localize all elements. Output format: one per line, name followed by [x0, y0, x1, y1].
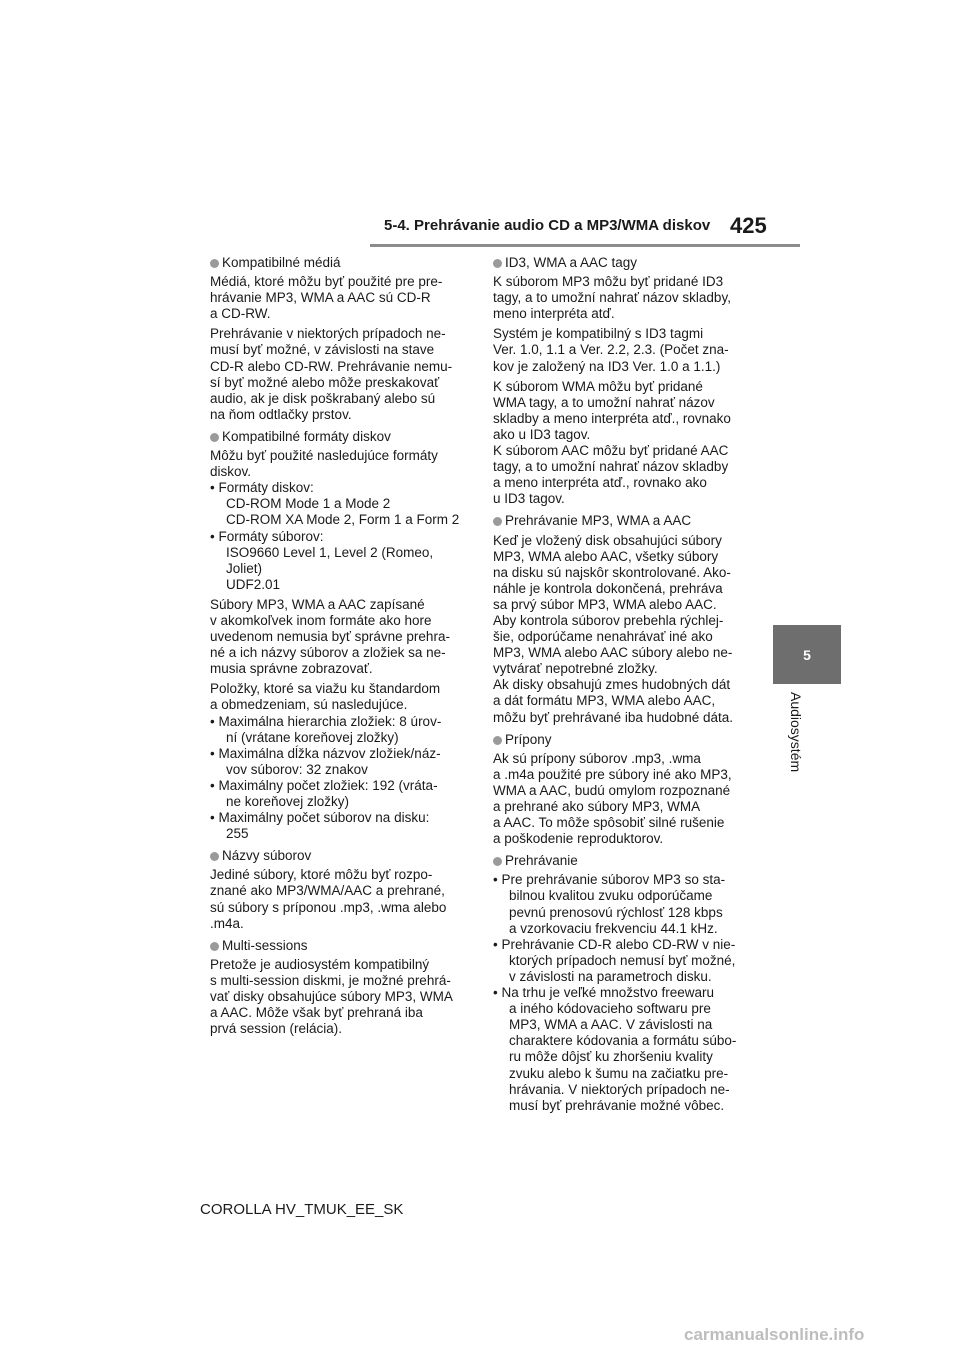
text-line: tagy, a to umožní nahrať názov skladby: [493, 459, 729, 475]
text-line: K súborom MP3 môžu byť pridané ID3: [493, 274, 724, 290]
text-line: MP3, WMA alebo AAC, všetky súbory: [493, 548, 719, 564]
text-line: Súbory MP3, WMA a AAC zapísané: [210, 596, 425, 612]
paragraph: [493, 326, 761, 374]
text-line: skladby a meno interpréta atď., rovnako: [493, 410, 731, 426]
list-item: • Maximálna dĺžka názvov zložiek/náz-: [210, 745, 441, 761]
paragraph: [210, 957, 478, 1037]
chapter-number: 5: [803, 646, 811, 663]
text-line: ako u ID3 tagov.: [493, 426, 591, 442]
text-line: Jediné súbory, ktoré môžu byť rozpo-: [210, 867, 433, 883]
text-line: Ak disky obsahujú zmes hudobných dát: [493, 677, 731, 693]
text-line: hrávanie MP3, WMA a AAC sú CD-R: [210, 290, 431, 306]
list-item: • Formáty diskov:: [210, 480, 314, 496]
text-line: môžu byť prehrávané iba hudobné dáta.: [493, 709, 733, 725]
section-heading: [210, 255, 478, 271]
text-line: Ak sú prípony súborov .mp3, .wma: [493, 750, 701, 766]
section-multi-sessions: [210, 938, 478, 1038]
text-line: musí byť možné, v závislosti na stave: [210, 342, 435, 358]
text-line: Prehrávanie v niektorých prípadoch ne-: [210, 326, 446, 342]
text-line: sa prvý súbor MP3, WMA alebo AAC.: [493, 596, 717, 612]
text-line: sí byť možné alebo môže preskakovať: [210, 374, 440, 390]
page-number: 425: [730, 213, 767, 238]
section-heading: [493, 513, 761, 529]
section-id3-tags: [493, 255, 761, 507]
text-line: a .m4a použité pre súbory iné ako MP3,: [493, 766, 732, 782]
list-item-detail: CD-ROM XA Mode 2, Form 1 a Form 2: [226, 512, 460, 528]
bullet-dot-icon: [210, 259, 219, 268]
list-item: • Pre prehrávanie súborov MP3 so sta-: [493, 872, 726, 888]
text-line: na ňom odtlačky prstov.: [210, 406, 352, 422]
list-item-detail: musí byť prehrávanie možné vôbec.: [509, 1097, 725, 1113]
list-item: • Maximálna hierarchia zložiek: 8 úrov-: [210, 713, 442, 729]
list-item-detail: MP3, WMA a AAC. V závislosti na: [509, 1017, 713, 1033]
heading-text: Prípony: [505, 731, 552, 747]
heading-text: Názvy súborov: [222, 848, 312, 864]
right-column: [493, 255, 761, 1120]
text-line: WMA a AAC, budú omylom rozpoznané: [493, 782, 731, 798]
heading-text: Multi-sessions: [222, 937, 308, 953]
list-item: • Prehrávanie CD-R alebo CD-RW v nie-: [493, 936, 736, 952]
section-playback: [493, 853, 761, 1114]
text-line: kov je založený na ID3 Ver. 1.0 a 1.1.): [493, 358, 721, 374]
section-playback-mp3: [493, 513, 761, 725]
section-heading: [493, 255, 761, 271]
text-line: šie, odporúčame nenahrávať iné ako: [493, 629, 713, 645]
text-line: né a ich názvy súborov a zložiek sa ne-: [210, 645, 446, 661]
list-item-detail: ISO9660 Level 1, Level 2 (Romeo,: [226, 544, 434, 560]
text-line: a CD-RW.: [210, 306, 271, 322]
text-line: tagy, a to umožní nahrať názov skladby,: [493, 290, 731, 306]
text-line: s multi-session diskmi, je možné prehrá-: [210, 972, 451, 988]
text-line: a AAC. To môže spôsobiť silné rušenie: [493, 815, 725, 831]
text-line: Môžu byť použité nasledujúce formáty: [210, 448, 438, 464]
text-line: Pretože je audiosystém kompatibilný: [210, 956, 430, 972]
list-item-detail: bilnou kvalitou zvuku odporúčame: [509, 888, 713, 904]
list-item: • Maximálny počet zložiek: 192 (vráta-: [210, 777, 438, 793]
section-heading: [210, 848, 478, 864]
heading-text: ID3, WMA a AAC tagy: [505, 255, 638, 270]
heading-text: Kompatibilné formáty diskov: [222, 428, 391, 444]
text-line: Ver. 1.0, 1.1 a Ver. 2.2, 2.3. (Počet zna-: [493, 342, 729, 358]
paragraph: [210, 867, 478, 931]
list-item-detail: a vzorkovaciu frekvenciu 44.1 kHz.: [509, 920, 718, 936]
list-item-detail: CD-ROM Mode 1 a Mode 2: [226, 496, 391, 512]
text-line: uvedenom nemusia byť správne prehra-: [210, 629, 450, 645]
paragraph: [210, 681, 478, 842]
list-item-detail: vov súborov: 32 znakov: [226, 761, 368, 777]
section-compatible-media: [210, 255, 478, 423]
list-item-detail: ktorých prípadoch nemusí byť možné,: [509, 952, 736, 968]
section-heading: [210, 938, 478, 954]
text-line: a dát formátu MP3, WMA alebo AAC,: [493, 693, 716, 709]
text-line: CD-R alebo CD-RW. Prehrávanie nemu-: [210, 358, 453, 374]
section-heading: [493, 732, 761, 748]
text-line: K súborom AAC môžu byť pridané AAC: [493, 443, 729, 459]
paragraph: [210, 274, 478, 322]
chapter-name: Audiosystém: [788, 692, 804, 773]
paragraph: [493, 533, 761, 726]
text-line: v akomkoľvek inom formáte ako hore: [210, 612, 432, 628]
text-line: náhle je kontrola dokončená, prehráva: [493, 580, 723, 596]
text-line: znané ako MP3/WMA/AAC a prehrané,: [210, 883, 445, 899]
text-line: vytvárať nepotrebné zložky.: [493, 661, 658, 677]
list-item-detail: v závislosti na parametroch disku.: [509, 968, 712, 984]
section-compatible-formats: [210, 429, 478, 842]
list-item-detail: zvuku alebo k šumu na začiatku pre-: [509, 1065, 729, 1081]
bullet-dot-icon: [210, 433, 219, 442]
heading-text: Kompatibilné médiá: [222, 255, 341, 270]
list-item: • Na trhu je veľké množstvo freewaru: [493, 985, 715, 1001]
text-line: WMA tagy, a to umožní nahrať názov: [493, 394, 715, 410]
document-id: COROLLA HV_TMUK_EE_SK: [200, 1201, 404, 1218]
text-line: K súborom WMA môžu byť pridané: [493, 378, 703, 394]
text-line: musia správne zobrazovať.: [210, 661, 373, 677]
list-item-detail: 255: [226, 826, 249, 842]
paragraph: [493, 274, 761, 322]
header-divider: [370, 244, 800, 247]
paragraph: [493, 751, 761, 848]
text-line: a obmedzeniam, sú nasledujúce.: [210, 697, 408, 713]
list-item-detail: a iného kódovacieho softwaru pre: [509, 1001, 711, 1017]
text-line: Položky, ktoré sa viažu ku štandardom: [210, 681, 441, 697]
text-line: meno interpréta atď.: [493, 306, 615, 322]
list-item: • Formáty súborov:: [210, 528, 324, 544]
text-line: sú súbory s príponou .mp3, .wma alebo: [210, 899, 447, 915]
paragraph: [493, 872, 761, 1113]
text-line: Médiá, ktoré môžu byť použité pre pre-: [210, 274, 443, 290]
text-line: .m4a.: [210, 915, 244, 931]
text-line: a AAC. Môže však byť prehraná iba: [210, 1005, 423, 1021]
section-extensions: [493, 732, 761, 848]
list-item: • Maximálny počet súborov na disku:: [210, 810, 430, 826]
text-line: a poškodenie reproduktorov.: [493, 831, 664, 847]
text-line: na disku sú najskôr skontrolované. Ako-: [493, 564, 731, 580]
left-column: [210, 255, 478, 1043]
list-item-detail: UDF2.01: [226, 576, 281, 592]
bullet-dot-icon: [210, 852, 219, 861]
heading-text: Prehrávanie MP3, WMA a AAC: [505, 513, 692, 529]
text-line: Systém je kompatibilný s ID3 tagmi: [493, 326, 704, 342]
bullet-dot-icon: [210, 942, 219, 951]
list-item-detail: charaktere kódovania a formátu súbo-: [509, 1033, 737, 1049]
bullet-dot-icon: [493, 736, 502, 745]
heading-text: Prehrávanie: [505, 853, 578, 869]
list-item-detail: Joliet): [226, 560, 263, 576]
section-file-names: [210, 848, 478, 931]
bullet-dot-icon: [493, 517, 502, 526]
text-line: u ID3 tagov.: [493, 491, 565, 507]
list-item-detail: pevnú prenosovú rýchlosť 128 kbps: [509, 904, 723, 920]
chapter-tab: [773, 625, 841, 684]
text-line: prvá session (relácia).: [210, 1021, 343, 1037]
paragraph: [493, 379, 761, 508]
list-item-detail: ní (vrátane koreňovej zložky): [226, 729, 399, 745]
section-heading: [210, 429, 478, 445]
paragraph: [210, 448, 478, 593]
watermark: carmanualsonline.info: [684, 1325, 865, 1344]
paragraph: [210, 326, 478, 423]
section-title: 5-4. Prehrávanie audio CD a MP3/WMA diskov: [384, 217, 711, 234]
text-line: a meno interpréta atď., rovnako ako: [493, 475, 707, 491]
paragraph: [210, 597, 478, 677]
text-line: Keď je vložený disk obsahujúci súbory: [493, 532, 722, 548]
text-line: Aby kontrola súborov prebehla rýchlej-: [493, 612, 724, 628]
text-line: a prehrané ako súbory MP3, WMA: [493, 799, 701, 814]
bullet-dot-icon: [493, 259, 502, 268]
bullet-dot-icon: [493, 857, 502, 866]
section-heading: [493, 853, 761, 869]
text-line: diskov.: [210, 464, 252, 480]
list-item-detail: hrávania. V niektorých prípadoch ne-: [509, 1081, 730, 1097]
text-line: audio, ak je disk poškrabaný alebo sú: [210, 390, 436, 406]
list-item-detail: ru môže dôjsť ku zhoršeniu kvality: [509, 1049, 713, 1065]
text-line: MP3, WMA alebo AAC súbory alebo ne-: [493, 645, 733, 661]
list-item-detail: ne koreňovej zložky): [226, 794, 350, 809]
text-line: vať disky obsahujúce súbory MP3, WMA: [210, 989, 453, 1005]
